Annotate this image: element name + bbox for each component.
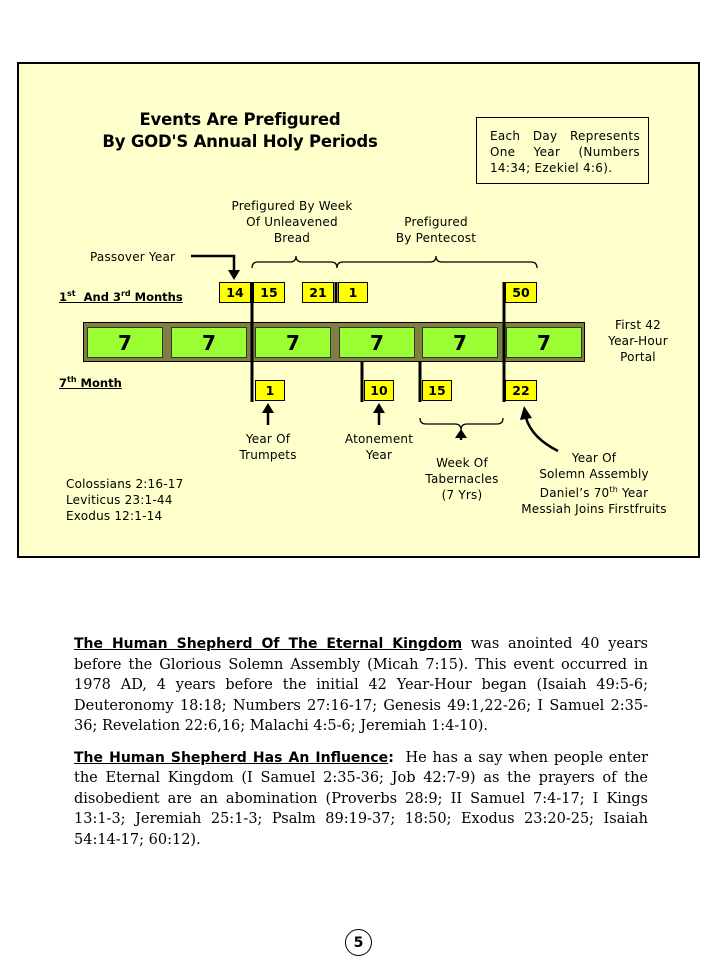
solemn-line-3-sup: th bbox=[609, 485, 618, 494]
week-cell-3: 7 bbox=[255, 327, 331, 358]
passover-arrowhead bbox=[228, 270, 240, 280]
portal-line-2: Year-Hour bbox=[608, 334, 668, 348]
atonement-line-1: Atonement bbox=[344, 432, 414, 446]
reference-1: Colossians 2:16-17 bbox=[66, 477, 184, 491]
paragraph-2-text: He has a say when people enter the Eternal Kingdom (I Samuel 2:35-36; Job 42:7-9) as the prayers of the disobedient are an abomination (Proverbs 28:9; II Samuel 7:4-17; I Kings 13:1-3; Jeremiah 25:1-3; Psalm 89:19-37; 18:50; Exodus 23:20-25; Isaiah 54:14-17; 60:12). bbox=[74, 749, 653, 848]
tabernacles-brace bbox=[420, 418, 503, 430]
unleavened-brace bbox=[252, 256, 337, 268]
months-sup-1: st bbox=[67, 289, 76, 298]
pentecost-line-1: Prefigured bbox=[404, 215, 468, 229]
day-box-14: 14 bbox=[219, 282, 251, 303]
week-cell-4: 7 bbox=[339, 327, 415, 358]
months-mid: And 3 bbox=[75, 289, 121, 304]
page-number: 5 bbox=[345, 929, 372, 956]
week-cell-6: 7 bbox=[506, 327, 582, 358]
day-box-21: 21 bbox=[302, 282, 334, 303]
solemn-arrowhead bbox=[520, 406, 532, 420]
paragraph-2 bbox=[74, 748, 653, 851]
passover-arrow bbox=[191, 256, 234, 272]
note-text: Each Day Represents One Year (Numbers 14:34; Ezekiel 4:6). bbox=[490, 129, 640, 175]
trumpets-line-2: Trumpets bbox=[239, 448, 297, 462]
months-num-1: 1 bbox=[59, 289, 68, 304]
solemn-line-4: Messiah Joins Firstfruits bbox=[521, 502, 667, 516]
solemn-line-3 bbox=[508, 482, 680, 501]
pentecost-line-2: By Pentecost bbox=[395, 231, 477, 245]
seventh-end: Month bbox=[76, 375, 122, 390]
solemn-line-2: Solemn Assembly bbox=[539, 467, 649, 481]
atonement-label bbox=[334, 431, 424, 463]
day-box-10: 10 bbox=[364, 380, 394, 401]
body-text bbox=[74, 634, 653, 861]
day-box-1-bottom: 1 bbox=[255, 380, 285, 401]
passover-year-label: Passover Year bbox=[90, 250, 176, 264]
solemn-line-1: Year Of bbox=[571, 451, 617, 465]
trumpets-arrowhead bbox=[262, 403, 274, 413]
reference-2: Leviticus 23:1-44 bbox=[66, 493, 173, 507]
paragraph-1-heading: The Human Shepherd Of The Eternal Kingdom bbox=[74, 636, 463, 652]
paragraph-2-heading: The Human Shepherd Has An Influence bbox=[74, 749, 389, 766]
solemn-line-3-post: Year bbox=[617, 486, 649, 500]
week-cell-5: 7 bbox=[422, 327, 498, 358]
week-cell-1: 7 bbox=[87, 327, 163, 358]
atonement-line-2: Year bbox=[365, 448, 393, 462]
portal-line-3: Portal bbox=[620, 350, 656, 364]
title-line-2: By GOD'S Annual Holy Periods bbox=[102, 132, 378, 151]
solemn-assembly-label bbox=[508, 450, 680, 517]
paragraph-2-colon: : bbox=[388, 749, 394, 766]
solemn-arrow bbox=[526, 418, 558, 451]
day-box-50: 50 bbox=[505, 282, 537, 303]
seventh-sup: th bbox=[67, 375, 77, 384]
unleavened-line-3: Bread bbox=[273, 231, 311, 245]
day-box-1-top: 1 bbox=[338, 282, 368, 303]
months-end: Months bbox=[130, 289, 183, 304]
day-box-15: 15 bbox=[253, 282, 285, 303]
tabernacles-line-1: Week Of bbox=[436, 456, 488, 470]
pentecost-brace bbox=[337, 256, 537, 268]
day-box-22: 22 bbox=[505, 380, 537, 401]
trumpets-line-1: Year Of bbox=[245, 432, 291, 446]
paragraph-1 bbox=[74, 634, 648, 737]
tabernacles-arrowhead bbox=[455, 429, 467, 438]
day-box-15-bottom: 15 bbox=[422, 380, 452, 401]
tabernacles-line-3: (7 Yrs) bbox=[441, 488, 483, 502]
unleavened-line-2: Of Unleavened bbox=[246, 215, 338, 229]
trumpets-label bbox=[228, 431, 308, 463]
atonement-arrowhead bbox=[373, 403, 385, 413]
portal-line-1: First 42 bbox=[615, 318, 661, 332]
solemn-line-3-pre: Daniel’s 70 bbox=[539, 486, 610, 500]
scripture-references bbox=[66, 476, 183, 524]
week-cell-2: 7 bbox=[171, 327, 247, 358]
paragraph-1-text: was anointed 40 years before the Glorious Solemn Assembly (Micah 7:15). This event occurred in 1978 AD, 4 years before the initial 42 Year-Hour began (Isaiah 49:5-6; Deuteronomy 18:18; Numbers 27:16-17; Genesis 49:1,22-26; I Samuel 2:35-36; Revelation 22:6,16; Malachi 4:5-6; Jeremiah 1:4-10). bbox=[74, 636, 648, 734]
title-line-1: Events Are Prefigured bbox=[139, 110, 341, 129]
unleavened-line-1: Prefigured By Week bbox=[231, 199, 353, 213]
reference-3: Exodus 12:1-14 bbox=[66, 509, 163, 523]
tabernacles-line-2: Tabernacles bbox=[425, 472, 499, 486]
seventh-num: 7 bbox=[59, 375, 68, 390]
months-sup-2: rd bbox=[120, 289, 131, 298]
tabernacles-label bbox=[416, 455, 508, 503]
